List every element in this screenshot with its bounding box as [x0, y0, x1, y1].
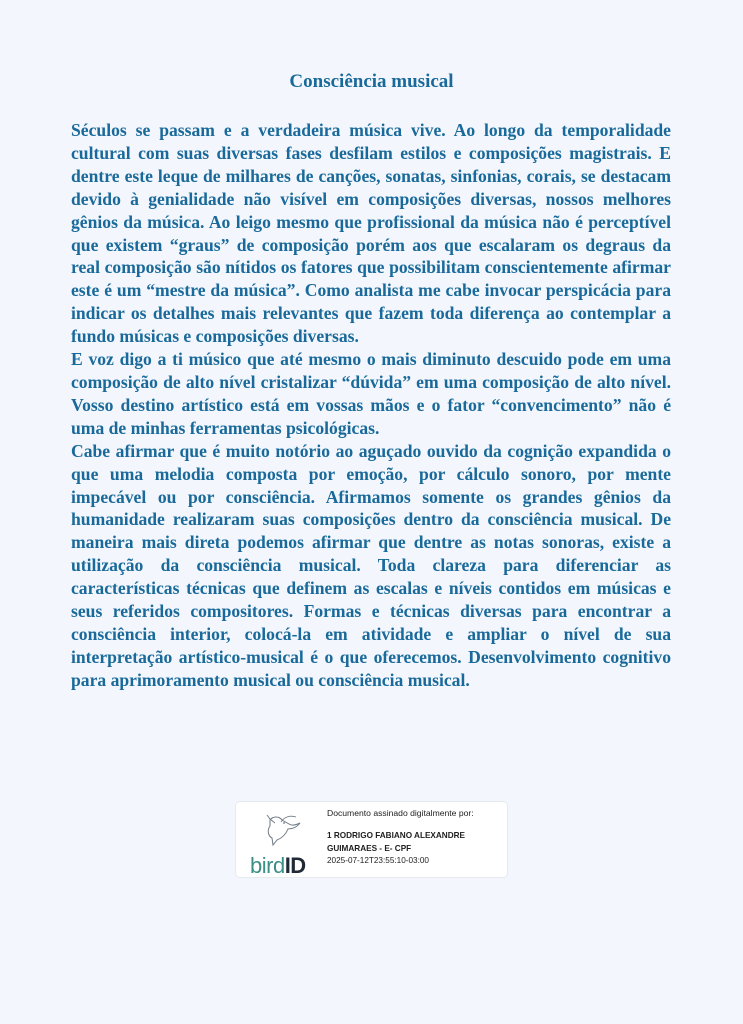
birdid-wordmark: birdID	[250, 853, 306, 878]
document-body	[71, 119, 671, 692]
paragraph-3: Cabe afirmar que é muito notório ao aguçado ouvido da cognição expandida o que uma melodia composta por emoção, por cálculo sonoro, por mente impecável ou por consciência. Afirmamos somente os grandes gênios da humanidade realizaram suas composições dentro da consciência musical. De maneira mais direta podemos afirmar que dentre as notas sonoras, existe a utilização da consciência musical. Toda clareza para diferenciar as características técnicas que definem as escalas e níveis contidos em músicas e seus referidos compositores. Formas e técnicas diversas para encontrar a consciência interior, colocá-la em atividade e ampliar o nível de sua interpretação artístico-musical é o que oferecemos. Desenvolvimento cognitivo para aprimoramento musical ou consciência musical.	[71, 440, 671, 690]
document-title: Consciência musical	[289, 71, 454, 92]
signature-caption: Documento assinado digitalmente por:	[327, 808, 474, 818]
paragraph-1: Séculos se passam e a verdadeira música vive. Ao longo da temporalidade cultural com suas diversas fases desfilam estilos e composições magistrais. E dentre este leque de milhares de canções, sonatas, sinfonias, corais, se destacam devido à genialidade não visível em composições diversas, nossos melhores gênios da música. Ao leigo mesmo que profissional da música não é perceptível que existem “graus” de composição porém aos que escalaram os degraus da real composição são nítidos os fatores que possibilitam conscientemente afirmar este é um “mestre da música”. Como analista me cabe invocar perspicácia para indicar os detalhes mais relevantes que fazem toda diferença ao contemplar a fundo músicas e composições diversas.	[71, 120, 671, 347]
paragraph-2: E voz digo a ti músico que até mesmo o mais diminuto descuido pode em uma composição de alto nível cristalizar “dúvida” em uma composição de alto nível. Vosso destino artístico está em vossas mãos e o fator “convencimento” não é uma de minhas ferramentas psicológicas.	[71, 349, 671, 438]
signature-timestamp: 2025-07-12T23:55:10-03:00	[327, 856, 429, 865]
birdid-logo	[242, 814, 320, 878]
hummingbird-icon	[242, 814, 320, 850]
signer-name-line-1: 1 RODRIGO FABIANO ALEXANDRE	[327, 831, 465, 840]
digital-signature-stamp	[236, 802, 507, 877]
signer-name-line-2: GUIMARAES - E- CPF	[327, 844, 412, 853]
signature-info	[327, 807, 502, 867]
